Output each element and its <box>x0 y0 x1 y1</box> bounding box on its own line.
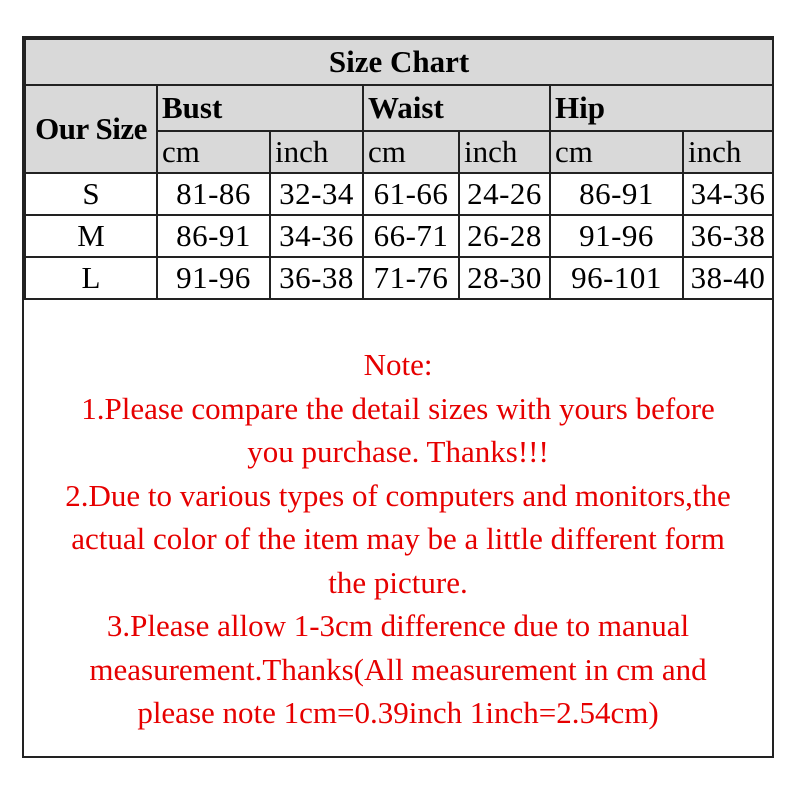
waist-inch-cell: 24-26 <box>459 173 550 215</box>
waist-inch-header: inch <box>459 131 550 173</box>
our-size-header: Our Size <box>25 85 157 173</box>
bust-header: Bust <box>157 85 363 131</box>
bust-inch-header: inch <box>270 131 363 173</box>
bust-cm-cell: 86-91 <box>157 215 270 257</box>
waist-inch-cell: 26-28 <box>459 215 550 257</box>
bust-cm-cell: 81-86 <box>157 173 270 215</box>
bust-cm-cell: 91-96 <box>157 257 270 299</box>
waist-inch-cell: 28-30 <box>459 257 550 299</box>
size-chart-frame <box>22 36 774 758</box>
bust-cm-header: cm <box>157 131 270 173</box>
note-line: 1.Please compare the detail sizes with yours before <box>81 390 715 426</box>
note-line: 3.Please allow 1-3cm difference due to manual <box>106 608 690 643</box>
size-label: M <box>25 215 157 257</box>
hip-header: Hip <box>550 85 773 131</box>
waist-cm-header: cm <box>363 131 459 173</box>
hip-inch-cell: 36-38 <box>683 215 773 257</box>
size-label: S <box>25 173 157 215</box>
note-line: measurement.Thanks(All measurement in cm and <box>89 651 707 687</box>
hip-inch-header: inch <box>683 131 773 173</box>
note-heading: Note: <box>363 347 433 382</box>
hip-inch-cell: 34-36 <box>683 173 773 215</box>
note-line: actual color of the item may be a little different form <box>71 521 725 556</box>
bust-inch-cell: 34-36 <box>270 215 363 257</box>
bust-inch-cell: 36-38 <box>270 257 363 299</box>
hip-cm-cell: 86-91 <box>550 173 683 215</box>
hip-cm-header: cm <box>550 131 683 173</box>
chart-title: Size Chart <box>25 39 773 85</box>
note-line: please note 1cm=0.39inch 1inch=2.54cm) <box>137 695 659 730</box>
size-chart-table <box>24 38 774 300</box>
waist-cm-cell: 61-66 <box>363 173 459 215</box>
table-row <box>25 257 773 299</box>
notes-section <box>24 343 772 735</box>
size-label: L <box>25 257 157 299</box>
hip-cm-cell: 91-96 <box>550 215 683 257</box>
waist-cm-cell: 71-76 <box>363 257 459 299</box>
waist-cm-cell: 66-71 <box>363 215 459 257</box>
note-line: 2.Due to various types of computers and monitors,the <box>65 477 731 513</box>
note-line: the picture. <box>328 564 468 600</box>
hip-inch-cell: 38-40 <box>683 257 773 299</box>
note-line: you purchase. Thanks!!! <box>247 434 549 469</box>
table-row <box>25 173 773 215</box>
bust-inch-cell: 32-34 <box>270 173 363 215</box>
waist-header: Waist <box>363 85 550 131</box>
table-row <box>25 215 773 257</box>
hip-cm-cell: 96-101 <box>550 257 683 299</box>
